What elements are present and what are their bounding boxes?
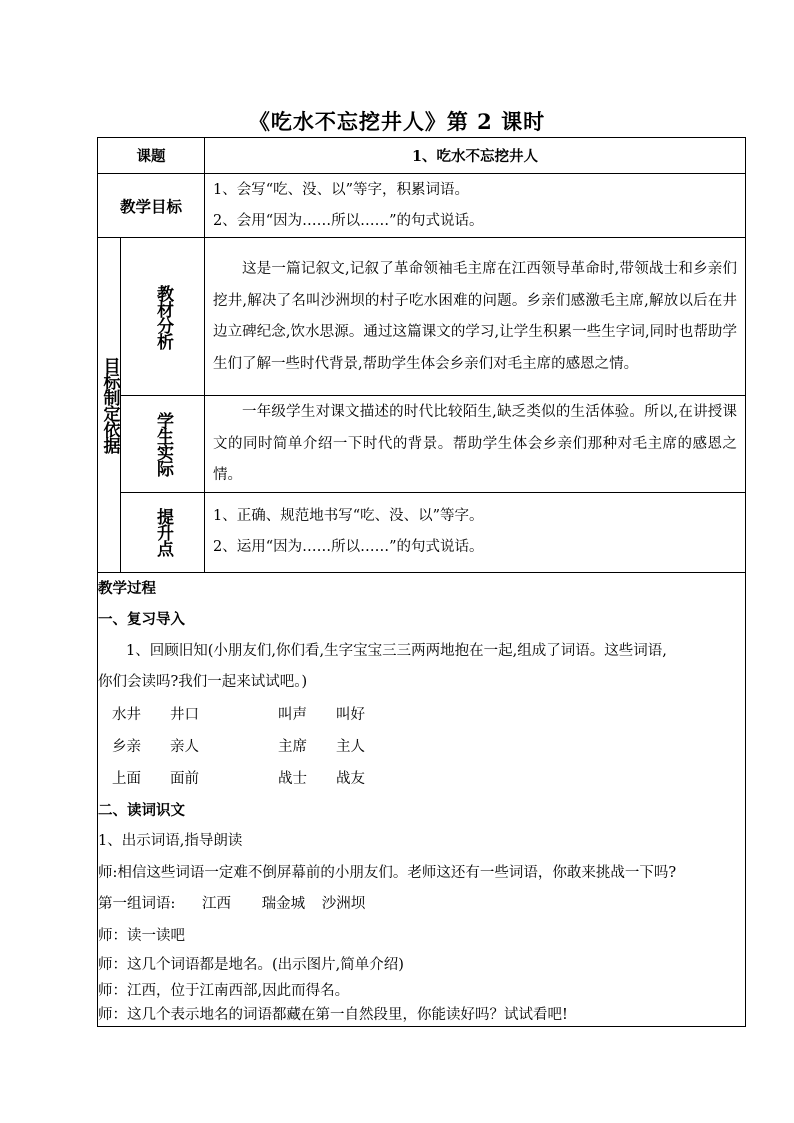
goals-label: 教学目标 [98,174,205,238]
word: 战士 [278,770,307,787]
section-heading: 二、读词识文 [98,801,185,819]
word: 水井 [112,706,141,723]
word: 主席 [278,738,307,755]
goal-item: 1、会写“吃、没、以”等字，积累词语。 [213,181,470,198]
page-title: 《吃水不忘挖井人》第 2 课时 [248,109,546,134]
word: 亲人 [170,738,199,755]
points-label-cell [121,492,205,572]
goals-row [98,174,746,238]
teacher-line: 师：读一读吧 [98,927,185,944]
point-item: 1、正确、规范地书写“吃、没、以”等字。 [213,508,484,524]
textbook-text-cell [205,238,746,396]
students-text: 一年级学生对课文描述的时代比较陌生,缺乏类似的生活体验。所以,在讲授课文的同时简单介绍一下时代的背景。帮助学生体会乡亲们那种对毛主席的感恩之情。 [213,404,737,483]
points-cell [205,492,746,572]
teacher-line: 师：这几个表示地名的词语都藏在第一自然段里，你能读好吗？试试看吧! [98,1007,568,1023]
topic-row [98,138,746,174]
process-row [98,572,746,1027]
word-row [98,699,745,731]
point-item: 2、运用“因为……所以……”的句式说话。 [213,539,484,555]
students-label: 学生实际 [153,411,173,476]
word: 井口 [170,706,199,723]
textbook-row [98,238,746,396]
teacher-line: 师:相信这些词语一定难不倒屏幕前的小朋友们。老师这还有一些词语，你敢来挑战一下吗? [98,864,677,881]
goal-item: 2、会用“因为……所以……”的句式说话。 [213,212,484,229]
word: 面前 [170,770,199,787]
word: 上面 [112,770,141,787]
word-group [98,889,745,921]
word-group-label: 第一组词语: [98,896,176,912]
word: 沙洲坝 [321,896,366,912]
word: 瑞金城 [261,896,306,912]
word: 乡亲 [112,738,141,755]
topic-label: 课题 [98,138,205,174]
section-heading: 一、复习导入 [98,611,185,628]
basis-label-cell [98,238,121,573]
word: 主人 [336,738,365,755]
textbook-label-cell [121,238,205,396]
process-cell [98,572,746,1027]
topic-value: 1、吃水不忘挖井人 [205,138,746,174]
students-text-cell [205,396,746,493]
word: 江西 [202,896,231,912]
teacher-line: 师：江西，位于江南西部,因此而得名。 [98,983,350,999]
points-row [98,492,746,572]
textbook-text: 这是一篇记叙文,记叙了革命领袖毛主席在江西领导革命时,带领战士和乡亲们挖井,解决了名叫沙洲坝的村子吃水困难的问题。乡亲们感激毛主席,解放以后在井边立碑纪念,饮水思源。通过这篇课文的学习,让学生积累一些生字词,同时也帮助学生们了解一些时代背景,帮助学生体会乡亲们对毛主席的感恩之情。 [213,261,737,372]
textbook-label: 教材分析 [153,284,173,349]
review-text: 1、回顾旧知(小朋友们,你们看,生字宝宝三三两两地抱在一起,组成了词语。这些词语, [126,642,667,659]
word: 战友 [336,770,365,787]
goals-cell [205,174,746,238]
step-text: 1、出示词语,指导朗读 [98,833,243,849]
students-label-cell [121,396,205,493]
review-text: 你们会读吗?我们一起来试试吧。) [98,674,308,690]
teacher-line: 师：这几个词语都是地名。(出示图片,简单介绍) [98,957,404,973]
word-row [98,731,745,763]
process-heading: 教学过程 [98,579,156,597]
word-row [98,763,745,795]
word: 叫声 [278,706,307,723]
basis-label: 目标制定依据 [99,356,120,453]
lesson-plan-table [97,137,746,1027]
points-label: 提升点 [153,508,173,556]
word: 叫好 [336,706,365,723]
students-row [98,396,746,493]
